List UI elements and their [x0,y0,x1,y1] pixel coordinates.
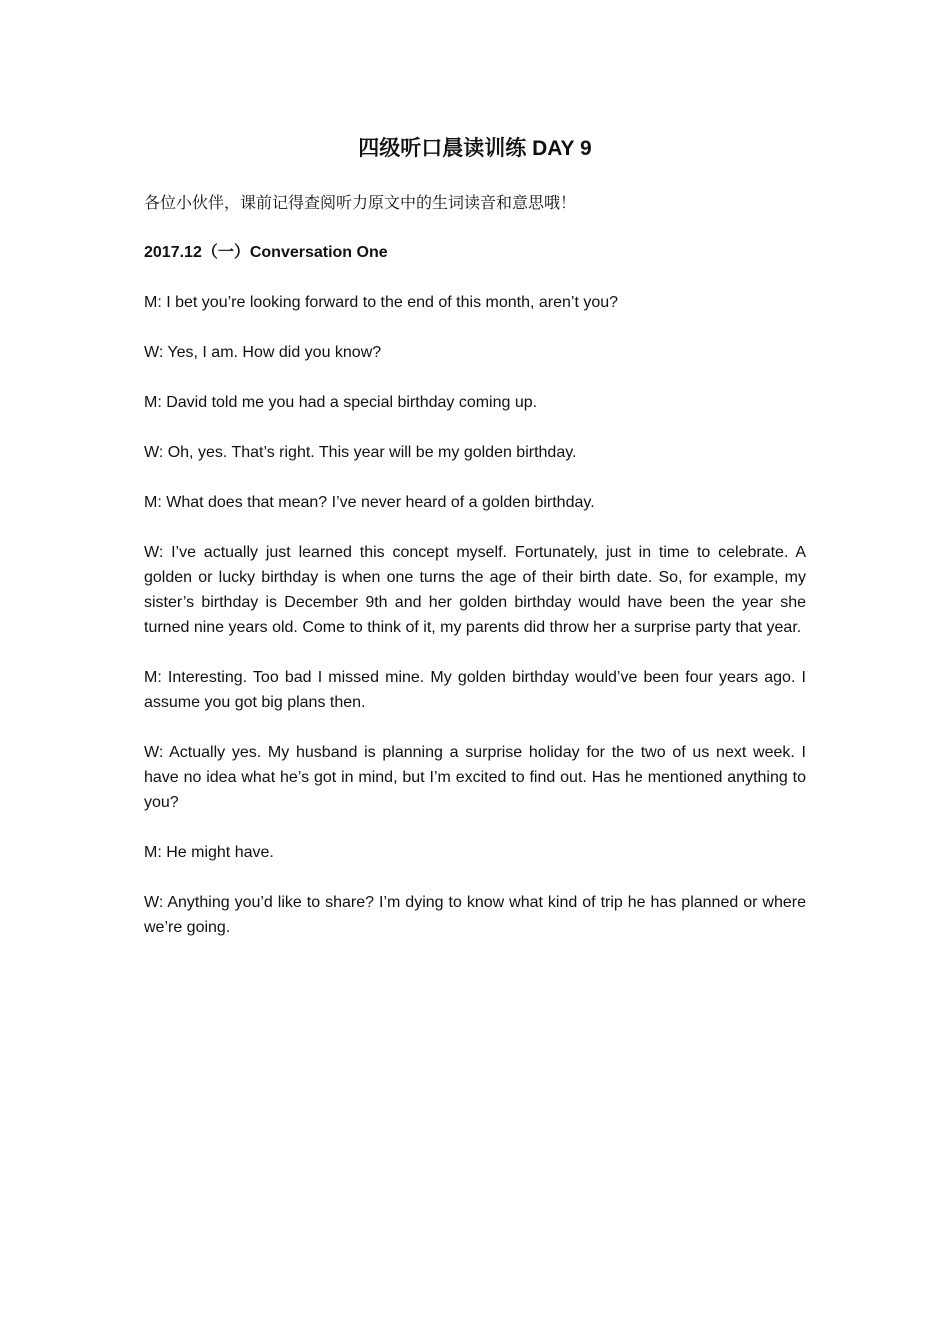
dialogue-transcript [144,290,806,940]
dialogue-line: W: Anything you’d like to share? I’m dying to know what kind of trip he has planned or where we’re going. [144,894,806,936]
intro-note: 各位小伙伴，课前记得查阅听力原文中的生词读音和意思哦！ [144,193,577,212]
dialogue-line: W: I’ve actually just learned this concept myself. Fortunately, just in time to celebrate. A golden or lucky birthday is when one turns the age of their birth date. So, for example, my sister’s birthday is December 9th and her golden birthday would have been the year she turned nine years old. Come to think of it, my parents did throw her a surprise party that year. [144,544,806,636]
dialogue-line: M: Interesting. Too bad I missed mine. My golden birthday would’ve been four years ago. I assume you got big plans then. [144,669,806,711]
dialogue-line: W: Oh, yes. That’s right. This year will be my golden birthday. [144,444,577,461]
dialogue-line: M: I bet you’re looking forward to the end of this month, aren’t you? [144,294,619,311]
page-title: 四级听口晨读训练 DAY 9 [358,137,592,160]
dialogue-line: W: Yes, I am. How did you know? [144,344,382,361]
section-heading: 2017.12（一）Conversation One [144,244,388,261]
dialogue-line: M: He might have. [144,844,274,861]
dialogue-line: W: Actually yes. My husband is planning a surprise holiday for the two of us next week. I have no idea what he’s got in mind, but I’m excited to find out. Has he mentioned anything to you? [144,744,806,811]
document-page [144,132,806,965]
dialogue-line: M: What does that mean? I’ve never heard of a golden birthday. [144,494,595,511]
dialogue-line: M: David told me you had a special birthday coming up. [144,394,538,411]
